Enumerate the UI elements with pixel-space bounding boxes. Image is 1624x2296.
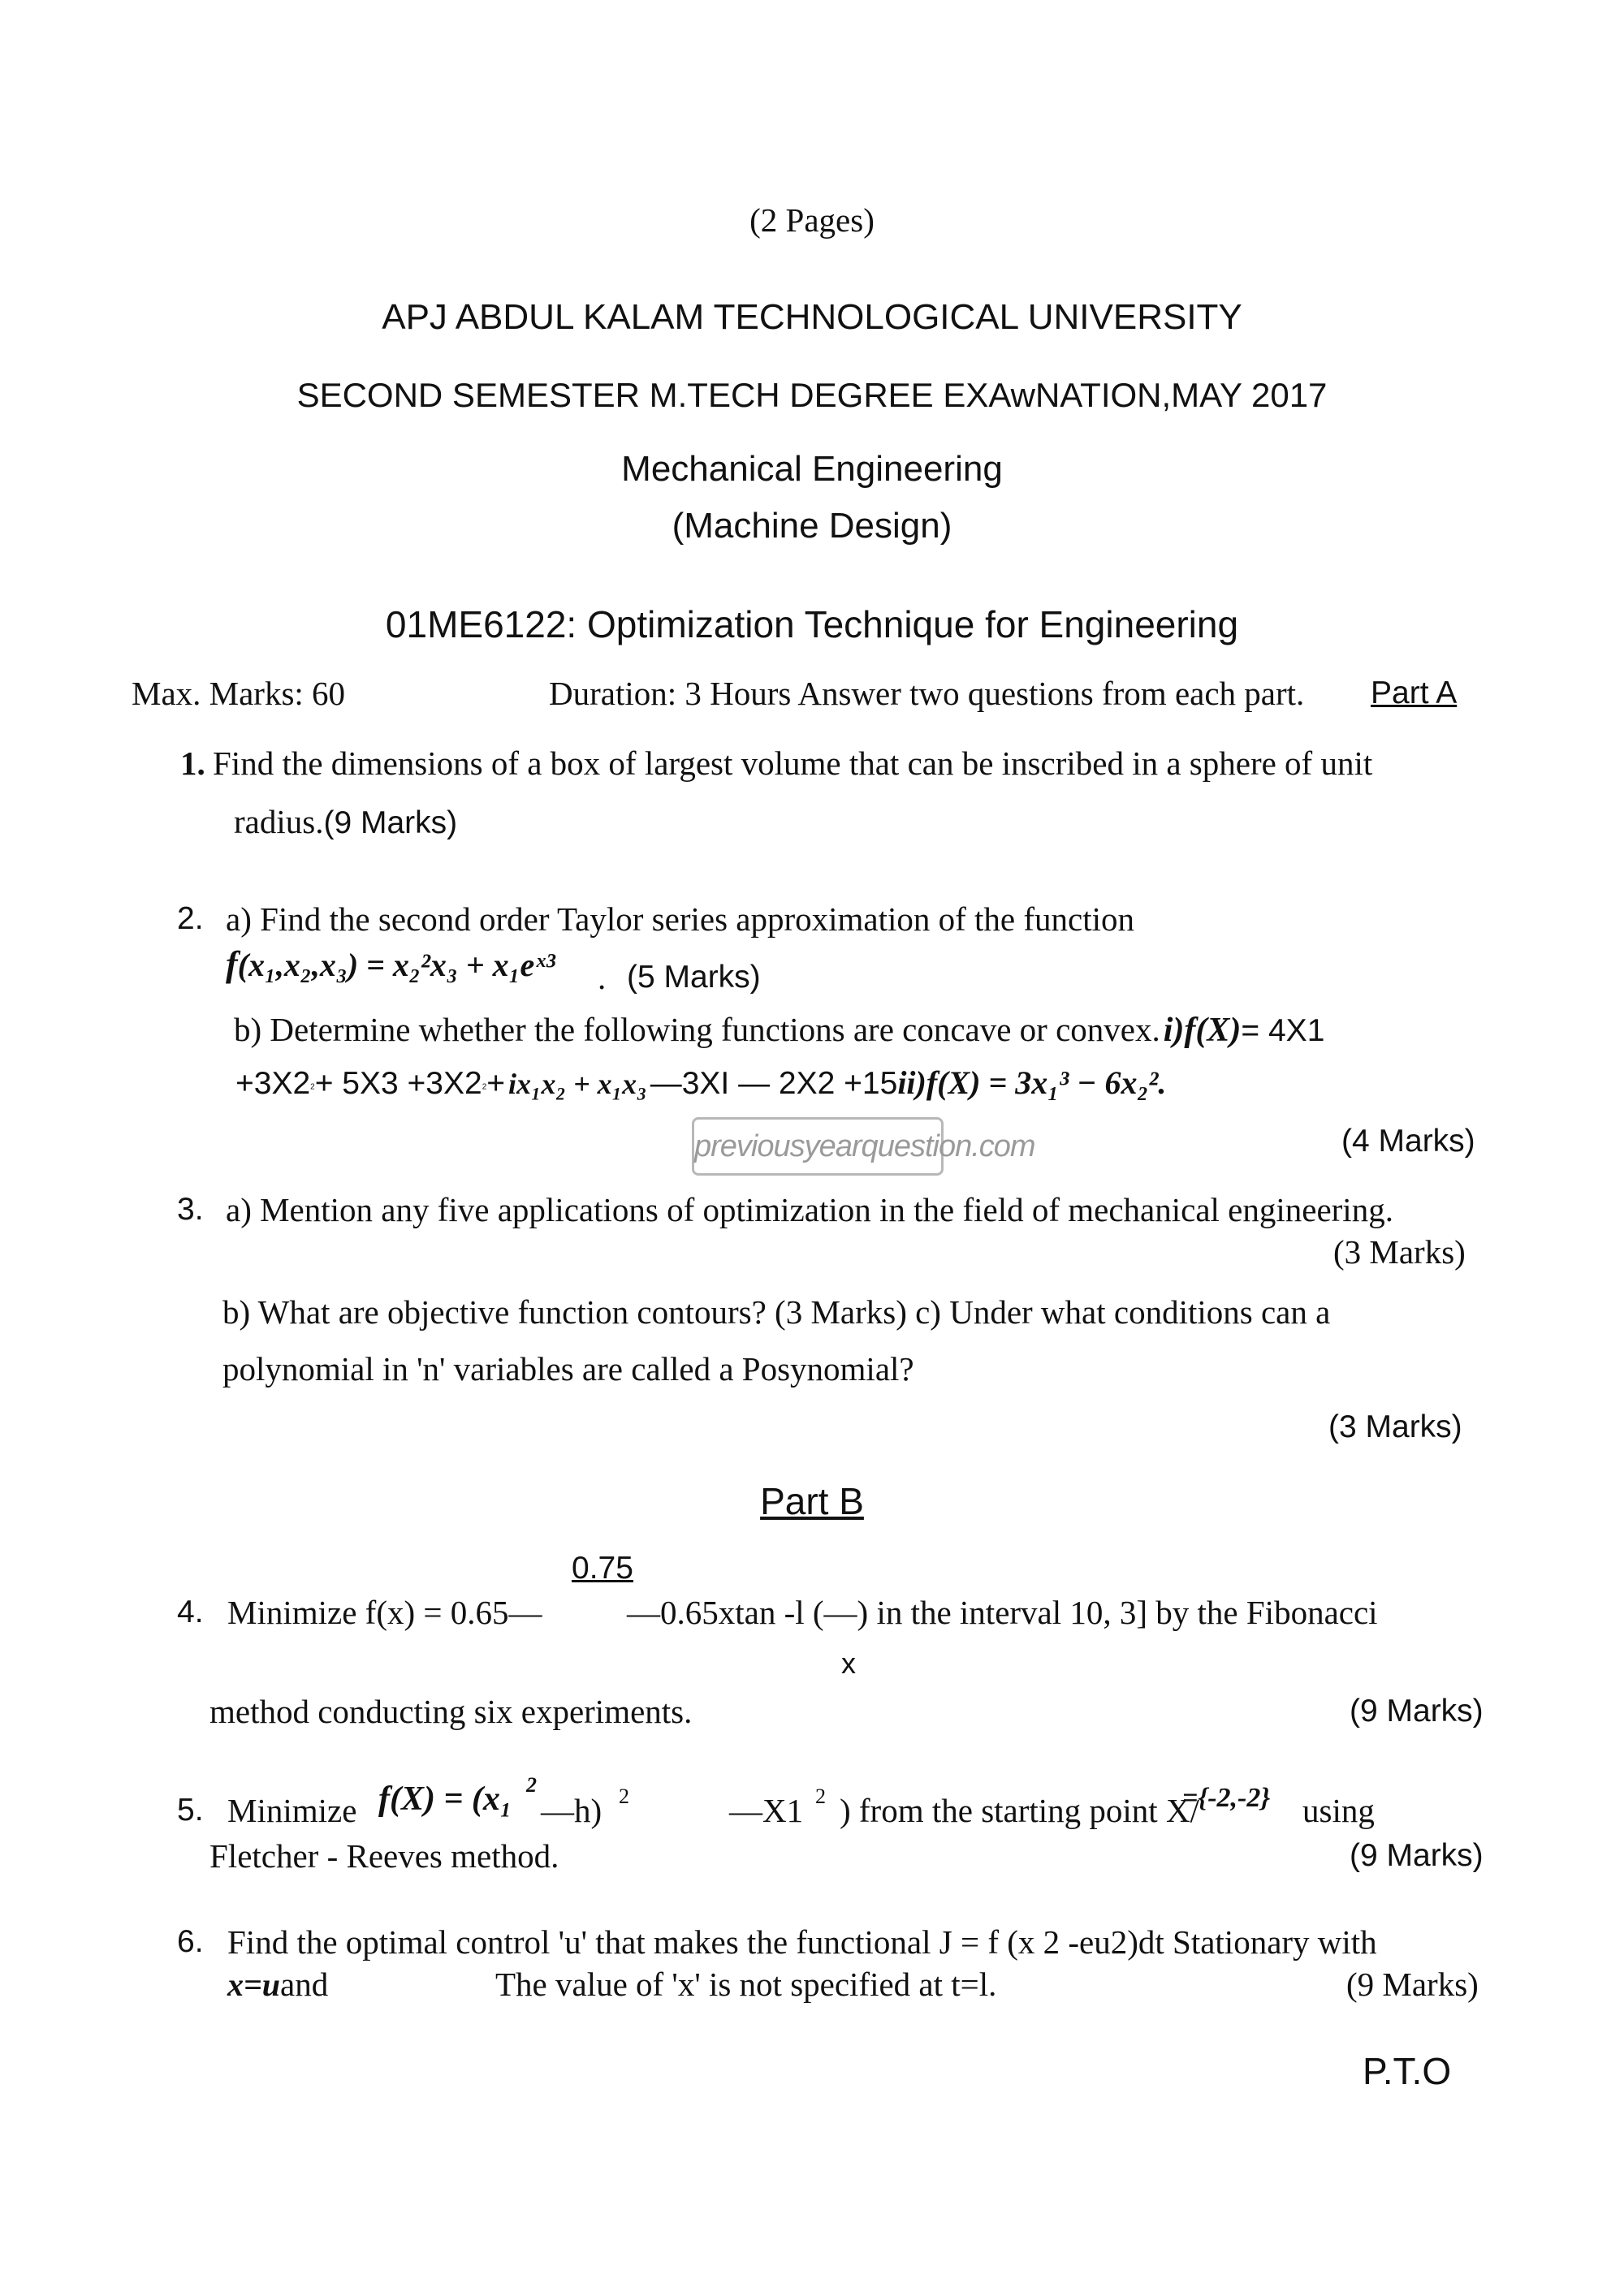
- question-text: and: [280, 1966, 329, 2003]
- question-number: 6.: [177, 1924, 204, 1959]
- marks-label: (9 Marks): [1350, 1694, 1484, 1728]
- expr-part: + 5X3 +3X2: [314, 1066, 482, 1101]
- question-number: 2.: [177, 901, 204, 936]
- expr-part: +3X2: [235, 1066, 311, 1101]
- question-text-line: [227, 1965, 328, 2004]
- question-text-line: [234, 1010, 1324, 1050]
- part-b-heading: Part B: [760, 1480, 864, 1522]
- question-number: 3.: [177, 1192, 204, 1227]
- formula-exponent: 2: [815, 1785, 826, 1808]
- page-count: (2 Pages): [749, 201, 875, 239]
- formula-exponent: 2: [526, 1773, 537, 1797]
- minimize-formula: [378, 1780, 512, 1819]
- question-number: 5.: [177, 1793, 204, 1828]
- branch-name: Mechanical Engineering: [621, 449, 1003, 489]
- formula-symbol: f: [226, 944, 238, 984]
- question-text: a) Find the second order Taylor series approximation of the function: [226, 900, 1135, 938]
- marks-label: (3 Marks): [1328, 1409, 1462, 1444]
- formula-part: f(X) = (x₁: [378, 1780, 512, 1818]
- formula-period: .: [598, 959, 607, 996]
- formula-part: —h): [541, 1792, 603, 1829]
- question-text: Minimize: [227, 1792, 357, 1829]
- marks-label: (5 Marks): [627, 960, 761, 995]
- question-text: ) from the starting point X/: [840, 1792, 1199, 1829]
- marks-label: (4 Marks): [1341, 1124, 1475, 1159]
- question-text: method conducting six experiments.: [209, 1693, 693, 1730]
- expr-math: ix₁x₂ + x₁x₃: [508, 1068, 647, 1100]
- marks-label: (9 Marks): [1346, 1966, 1479, 2003]
- part-a-heading: Part A: [1371, 675, 1458, 710]
- duration-text: Duration: 3 Hours Answer two questions from each part.: [549, 675, 1305, 712]
- question-text: a) Mention any five applications of optimization in the field of mechanical engineering.: [226, 1191, 1393, 1228]
- question-text: Minimize f(x) = 0.65—: [227, 1594, 542, 1631]
- question-text: —0.65xtan -l (—) in the interval 10, 3] by the Fibonacci: [627, 1594, 1378, 1631]
- marks-label: (9 Marks): [323, 805, 458, 840]
- formula-args: (x₁,x₂,x₃) = x₂²x₃ + x₁eˣ³: [237, 947, 555, 983]
- question-text: Fletcher - Reeves method.: [209, 1837, 559, 1875]
- expr-part: —3XI — 2X2 +15: [650, 1066, 898, 1101]
- fraction-denominator: x: [841, 1646, 856, 1680]
- question-text: b) Determine whether the following functions are concave or convex.: [234, 1011, 1160, 1048]
- state-equation: x=u: [227, 1966, 281, 2003]
- question-text: Find the dimensions of a box of largest volume that can be inscribed in a sphere of unit: [213, 744, 1373, 782]
- fraction-numerator: 0.75: [572, 1551, 633, 1586]
- formula-exponent: 2: [619, 1785, 629, 1808]
- watermark: previousyearquestion.com: [692, 1117, 944, 1176]
- question-text: b) What are objective function contours? (3 Marks) c) Under what conditions can a: [222, 1293, 1331, 1331]
- expr-math: ii)f(X) = 3x₁³ − 6x₂².: [897, 1064, 1167, 1101]
- marks-label: (9 Marks): [1350, 1838, 1484, 1873]
- question-text: using: [1302, 1792, 1375, 1829]
- marks-label: (3 Marks): [1333, 1233, 1466, 1271]
- taylor-function-formula: [226, 943, 555, 985]
- question-number: 1.: [180, 744, 205, 782]
- expr-part: +: [486, 1066, 505, 1101]
- university-name: APJ ABDUL KALAM TECHNOLOGICAL UNIVERSITY: [382, 297, 1242, 337]
- exam-title: SECOND SEMESTER M.TECH DEGREE EXAwNATION,MAY 2017: [296, 376, 1328, 414]
- function-label: i)f(X): [1163, 1012, 1242, 1049]
- max-marks: Max. Marks: 60: [132, 675, 346, 712]
- question-text-line: [234, 802, 457, 841]
- stream-name: (Machine Design): [672, 506, 952, 546]
- question-number: 4.: [177, 1595, 204, 1629]
- please-turn-over: P.T.O: [1363, 2050, 1452, 2092]
- function-expression-line: $+3X2^2+ 5X3 +3X2^2+ ix_1x_2 + x_1x_3$ —3XI — 2X2 +15ii)f(X) = 3x₁³ − 6x₂².: [235, 1064, 1167, 1101]
- course-title: 01ME6122: Optimization Technique for Engineering: [385, 603, 1239, 645]
- question-text: radius.: [234, 803, 324, 840]
- starting-point: ={-2,-2}: [1182, 1783, 1271, 1813]
- question-text: polynomial in 'n' variables are called a Posynomial?: [222, 1350, 914, 1388]
- question-text: Find the optimal control 'u' that makes the functional J = f (x 2 -eu2)dt Stationary with: [227, 1923, 1377, 1961]
- formula-part: —X1: [729, 1792, 804, 1829]
- function-rhs: = 4X1: [1241, 1013, 1325, 1048]
- question-text: The value of 'x' is not specified at t=l.: [495, 1966, 997, 2003]
